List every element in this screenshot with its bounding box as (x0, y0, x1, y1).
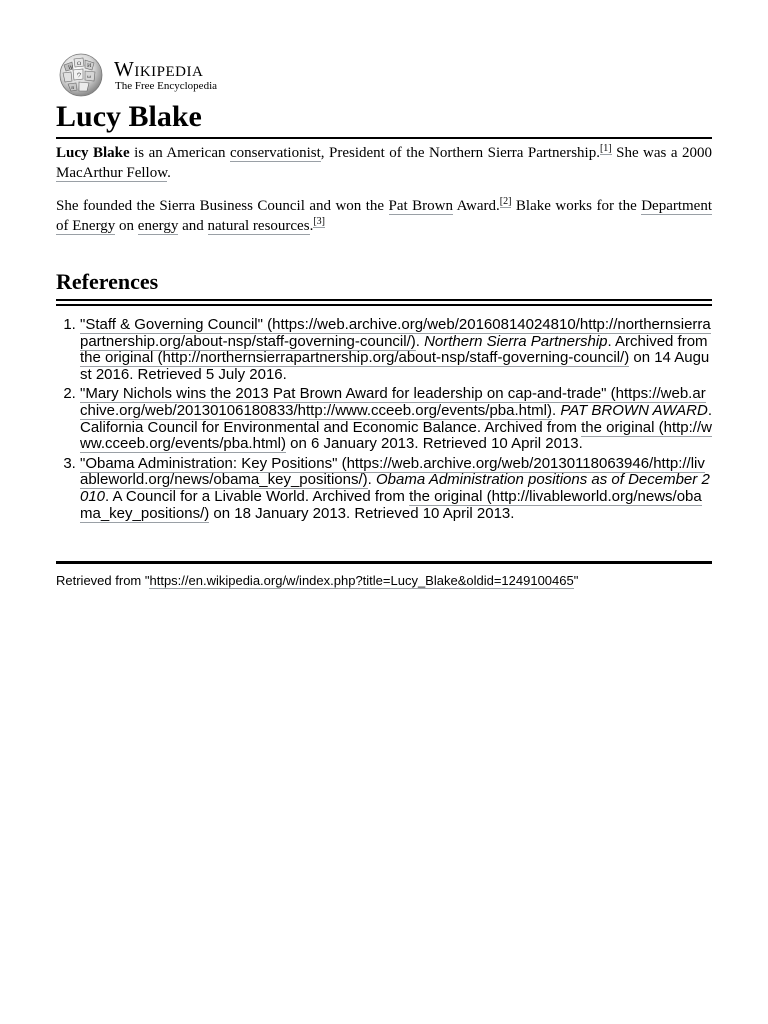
link-conservationist[interactable]: conservationist (229, 145, 321, 161)
citation-ref-1[interactable]: [1] (599, 143, 612, 154)
paragraph-text: . (309, 218, 314, 234)
reference-work: PAT BROWN AWARD (560, 401, 708, 419)
svg-text:ウ: ウ (76, 72, 83, 79)
wordmark (114, 58, 217, 93)
svg-text:я: я (71, 85, 75, 91)
references-list (56, 317, 712, 522)
paragraph-text: , President of the Northern Sierra Partnership. (320, 145, 600, 161)
references-heading: References (56, 269, 712, 301)
reference-original-link[interactable]: the original (http://livableworld.org/news/obama_key_positions/) (80, 487, 702, 522)
reference-text: . A Council for a Livable World. Archived from (105, 487, 410, 505)
reference-item (80, 386, 712, 452)
article-subject: Lucy Blake (56, 145, 130, 161)
article-paragraph-1 (56, 143, 712, 183)
reference-text: . (415, 332, 425, 350)
retrieved-from-footer (56, 573, 712, 589)
reference-title-link[interactable]: "Staff & Governing Council" (https://web.archive.org/web/20160814024810/http://northernsierrapartnership.org/about-nsp/staff-governing-council/) (80, 316, 711, 350)
paragraph-text: is an American (129, 145, 230, 161)
link-department-of-energy[interactable]: Department of Energy (56, 198, 713, 234)
reference-original-link[interactable]: the original (http://www.cceeb.org/events/pba.html) (80, 418, 712, 453)
link-macarthur-fellow[interactable]: MacArthur Fellow (56, 165, 168, 181)
paragraph-text: on (115, 218, 138, 234)
citation-ref-2[interactable]: [2] (499, 196, 512, 207)
svg-text:Ω: Ω (77, 61, 82, 67)
reference-title-link[interactable]: "Mary Nichols wins the 2013 Pat Brown Award for leadership on cap-and-trade" (https://web.archive.org/web/20130106180833/http://www.cceeb.org/events/pba.html) (80, 385, 706, 419)
footer-divider (56, 561, 712, 564)
wordmark-subtitle: The Free Encyclopedia (115, 79, 218, 92)
footer-prefix: Retrieved from " (56, 573, 150, 589)
page-title: Lucy Blake (56, 100, 712, 139)
wikipedia-globe-icon (56, 53, 106, 97)
footer-suffix: " (573, 573, 579, 589)
paragraph-text: She founded the Sierra Business Council and won the (56, 198, 389, 214)
reference-item (80, 317, 712, 383)
reference-text: on 6 January 2013. Retrieved 10 April 2013. (285, 435, 583, 453)
reference-text: . California Council for Environmental and Economic Balance. Archived from (80, 401, 712, 436)
link-natural-resources[interactable]: natural resources (207, 218, 310, 234)
svg-text:W: W (68, 65, 74, 71)
link-energy[interactable]: energy (137, 218, 179, 234)
paragraph-text: . (167, 165, 171, 181)
svg-text:ω: ω (87, 74, 92, 80)
reference-text: . (367, 471, 377, 489)
reference-title-link[interactable]: "Obama Administration: Key Positions" (https://web.archive.org/web/20130118063946/http://livableworld.org/news/obama_key_positions/) (80, 454, 705, 489)
citation-ref-3[interactable]: [3] (313, 216, 325, 227)
reference-work: Northern Sierra Partnership (424, 332, 608, 350)
reference-text: . Archived from (607, 332, 708, 350)
svg-text:И: И (87, 63, 92, 69)
article-paragraph-2 (56, 196, 712, 236)
reference-text: . (551, 401, 561, 419)
paragraph-text: and (178, 218, 208, 234)
reference-original-link[interactable]: the original (http://northernsierrapartnership.org/about-nsp/staff-governing-council/) (80, 349, 630, 367)
reference-item (80, 456, 712, 522)
link-pat-brown[interactable]: Pat Brown (388, 198, 453, 214)
reference-text: on 14 August 2016. Retrieved 5 July 2016. (80, 349, 710, 383)
permanent-link[interactable]: https://en.wikipedia.org/w/index.php?title=Lucy_Blake&oldid=1249100465 (149, 573, 574, 589)
paragraph-text: She was a 2000 (611, 145, 712, 161)
reference-text: on 18 January 2013. Retrieved 10 April 2013. (209, 504, 515, 522)
reference-work: Obama Administration positions as of December 2010 (80, 471, 710, 505)
wikipedia-logo[interactable] (56, 52, 712, 98)
article-page (56, 52, 712, 589)
wordmark-title: Wikipedia (114, 56, 204, 81)
paragraph-text: Award. (452, 198, 500, 214)
paragraph-text: Blake works for the (511, 198, 642, 214)
references-divider (56, 304, 712, 306)
